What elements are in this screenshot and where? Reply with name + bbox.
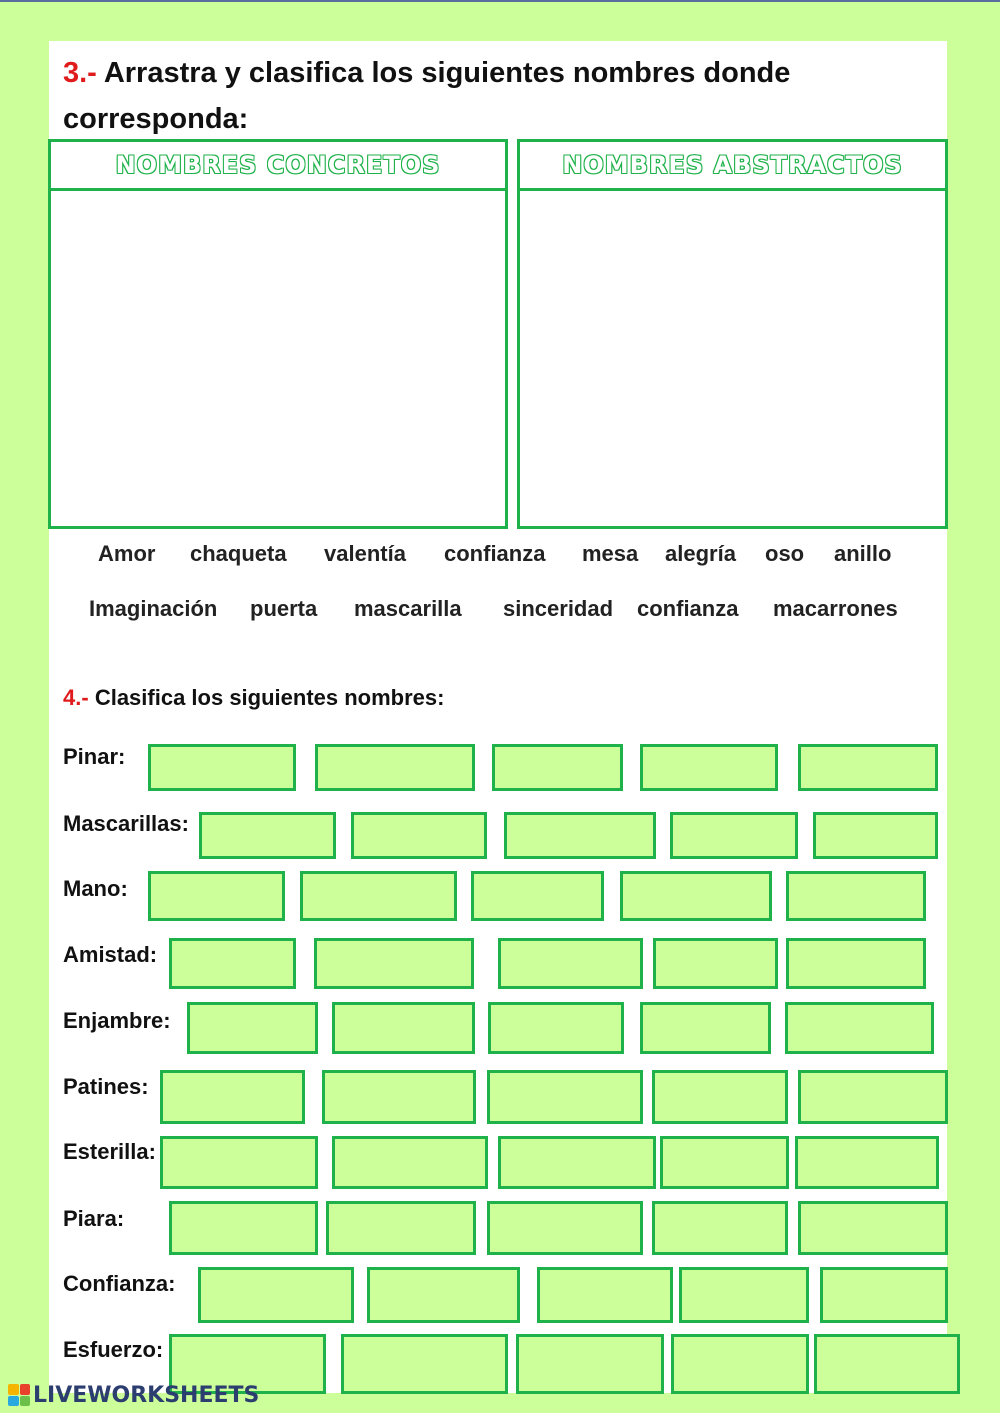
answer-input[interactable]	[785, 1002, 934, 1054]
answer-input[interactable]	[341, 1334, 508, 1394]
answer-input[interactable]	[660, 1136, 789, 1189]
exercise-4-heading	[63, 685, 444, 711]
word-chip[interactable]: puerta	[250, 596, 318, 621]
answer-input[interactable]	[640, 744, 778, 791]
answer-input[interactable]	[498, 938, 643, 989]
row-label-pinar: Pinar:	[63, 744, 126, 769]
answer-input[interactable]	[798, 744, 938, 791]
answer-input[interactable]	[322, 1070, 476, 1124]
answer-input[interactable]	[148, 744, 296, 791]
answer-input[interactable]	[537, 1267, 673, 1323]
exercise-4-instruction: Clasifica los siguientes nombres:	[94, 685, 445, 710]
concrete-nouns-drop-zone[interactable]	[51, 191, 505, 526]
word-chip[interactable]: Imaginación	[89, 596, 218, 621]
abstract-nouns-header: NOMBRES ABSTRACTOS	[520, 142, 945, 191]
word-chip[interactable]: mesa	[582, 541, 639, 566]
answer-input[interactable]	[820, 1267, 948, 1323]
answer-input[interactable]	[367, 1267, 520, 1323]
answer-input[interactable]	[148, 871, 285, 921]
liveworksheets-brand[interactable]	[8, 1382, 259, 1408]
word-chip[interactable]: confianza	[637, 596, 739, 621]
answer-input[interactable]	[652, 1070, 788, 1124]
exercise-3-heading	[63, 50, 923, 142]
answer-input[interactable]	[795, 1136, 939, 1189]
row-label-patines: Patines:	[63, 1074, 149, 1099]
answer-input[interactable]	[326, 1201, 476, 1255]
row-label-mascarillas: Mascarillas:	[63, 811, 189, 836]
row-label-confianza: Confianza:	[63, 1271, 176, 1296]
answer-input[interactable]	[169, 938, 296, 989]
word-chip[interactable]: confianza	[444, 541, 546, 566]
row-label-esterilla: Esterilla:	[63, 1139, 156, 1164]
answer-input[interactable]	[671, 1334, 809, 1394]
answer-input[interactable]	[652, 1201, 788, 1255]
answer-input[interactable]	[516, 1334, 664, 1394]
word-chip[interactable]: valentía	[324, 541, 406, 566]
row-label-amistad: Amistad:	[63, 942, 158, 967]
answer-input[interactable]	[487, 1070, 643, 1124]
word-chip[interactable]: anillo	[834, 541, 892, 566]
answer-input[interactable]	[198, 1267, 354, 1323]
answer-input[interactable]	[488, 1002, 624, 1054]
answer-input[interactable]	[813, 812, 938, 859]
abstract-nouns-column	[517, 139, 948, 529]
exercise-3-instruction: Arrastra y clasifica los siguientes nombres donde corresponda:	[63, 57, 791, 135]
word-chip[interactable]: mascarilla	[354, 596, 462, 621]
word-chip[interactable]: sinceridad	[503, 596, 614, 621]
concrete-nouns-header: NOMBRES CONCRETOS	[51, 142, 505, 191]
word-chip[interactable]: alegría	[665, 541, 736, 566]
answer-input[interactable]	[640, 1002, 771, 1054]
answer-input[interactable]	[786, 871, 926, 921]
row-label-piara: Piara:	[63, 1206, 125, 1231]
answer-input[interactable]	[160, 1136, 318, 1189]
word-chip[interactable]: chaqueta	[190, 541, 287, 566]
liveworksheets-logo-icon	[8, 1384, 30, 1406]
answer-input[interactable]	[786, 938, 926, 989]
word-chip[interactable]: oso	[765, 541, 805, 566]
exercise-4-number: 4.-	[63, 685, 89, 710]
concrete-nouns-column	[48, 139, 508, 529]
answer-input[interactable]	[471, 871, 604, 921]
answer-input[interactable]	[492, 744, 623, 791]
answer-input[interactable]	[498, 1136, 656, 1189]
answer-input[interactable]	[199, 812, 336, 859]
answer-input[interactable]	[169, 1201, 318, 1255]
exercise-3-number: 3.-	[63, 57, 97, 89]
answer-input[interactable]	[314, 938, 474, 989]
answer-input[interactable]	[332, 1136, 488, 1189]
answer-input[interactable]	[620, 871, 772, 921]
liveworksheets-logo-text: LIVEWORKSHEETS	[33, 1382, 260, 1408]
top-border	[0, 0, 1000, 2]
row-label-mano: Mano:	[63, 876, 128, 901]
answer-input[interactable]	[653, 938, 778, 989]
answer-input[interactable]	[315, 744, 475, 791]
answer-input[interactable]	[160, 1070, 305, 1124]
answer-input[interactable]	[332, 1002, 475, 1054]
answer-input[interactable]	[814, 1334, 960, 1394]
answer-input[interactable]	[504, 812, 656, 859]
word-chip[interactable]: macarrones	[773, 596, 898, 621]
row-label-enjambre: Enjambre:	[63, 1008, 171, 1033]
word-chip[interactable]: Amor	[98, 541, 156, 566]
answer-input[interactable]	[487, 1201, 643, 1255]
answer-input[interactable]	[679, 1267, 809, 1323]
row-label-esfuerzo: Esfuerzo:	[63, 1337, 164, 1362]
answer-input[interactable]	[670, 812, 798, 859]
answer-input[interactable]	[300, 871, 457, 921]
answer-input[interactable]	[798, 1070, 948, 1124]
abstract-nouns-drop-zone[interactable]	[520, 191, 945, 526]
answer-input[interactable]	[351, 812, 487, 859]
answer-input[interactable]	[798, 1201, 948, 1255]
answer-input[interactable]	[187, 1002, 318, 1054]
